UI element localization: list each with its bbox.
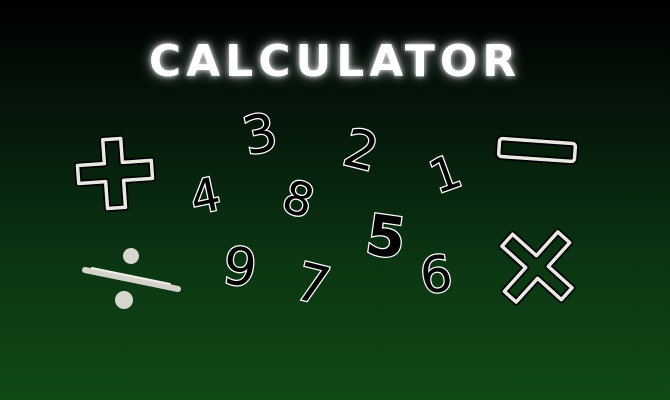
digit-6: 6	[416, 244, 456, 306]
multiply-icon	[481, 211, 594, 324]
plus-icon	[76, 136, 155, 210]
digit-4: 4	[185, 166, 226, 226]
divide-icon	[85, 248, 178, 309]
digit-7: 7	[289, 251, 336, 319]
banner-title: CALCULATOR	[148, 36, 522, 87]
digit-9: 9	[219, 235, 261, 300]
digit-1: 1	[422, 143, 469, 205]
digit-5: 5	[361, 202, 410, 273]
digit-8: 8	[276, 168, 321, 230]
digit-3: 3	[237, 102, 283, 168]
minus-icon	[498, 138, 575, 161]
digit-2: 2	[337, 117, 385, 185]
